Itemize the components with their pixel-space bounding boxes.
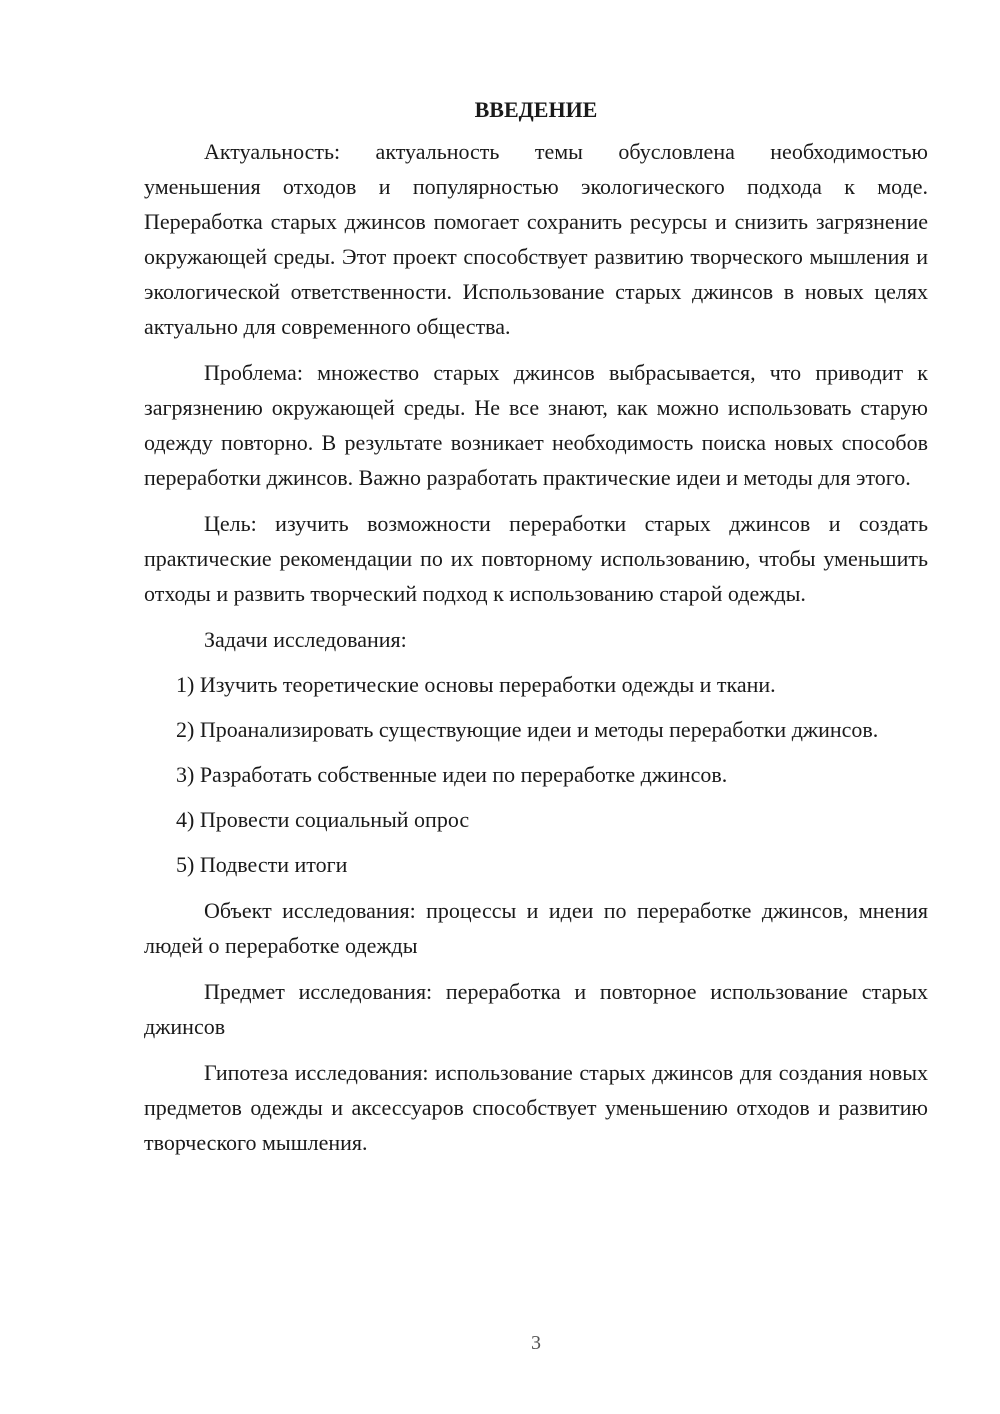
- paragraph-hypothesis: Гипотеза исследования: использование старых джинсов для создания новых предметов одежды и аксессуаров способствует уменьшению отходов и развитию творческого мышления.: [144, 1060, 928, 1155]
- task-item-4: 4) Провести социальный опрос: [176, 807, 470, 832]
- paragraph-relevance: Актуальность: актуальность темы обусловлена необходимостью уменьшения отходов и популярностью экологического подхода к моде. Переработка старых джинсов помогает сохранить ресурсы и снизить загрязнение окружающей среды. Этот проект способствует развитию творческого мышления и экологической ответственности. Использование старых джинсов в новых целях актуально для современного общества.: [144, 139, 928, 339]
- paragraph-subject: Предмет исследования: переработка и повторное использование старых джинсов: [144, 979, 928, 1039]
- paragraph-object: Объект исследования: процессы и идеи по переработке джинсов, мнения людей о переработке одежды: [144, 898, 928, 958]
- task-item-3: 3) Разработать собственные идеи по переработке джинсов.: [176, 762, 728, 787]
- paragraph-goal: Цель: изучить возможности переработки старых джинсов и создать практические рекомендации по их повторному использованию, чтобы уменьшить отходы и развить творческий подход к использованию старой одежды.: [144, 511, 928, 606]
- page-number: 3: [531, 1332, 541, 1354]
- task-item-1: 1) Изучить теоретические основы переработки одежды и ткани.: [176, 672, 776, 697]
- tasks-heading: Задачи исследования:: [204, 627, 407, 652]
- section-title: ВВЕДЕНИЕ: [474, 97, 598, 122]
- task-item-5: 5) Подвести итоги: [176, 852, 348, 877]
- paragraph-problem: Проблема: множество старых джинсов выбрасывается, что приводит к загрязнению окружающей среды. Не все знают, как можно использовать старую одежду повторно. В результате возникает необходимость поиска новых способов переработки джинсов. Важно разработать практические идеи и методы для этого.: [144, 360, 928, 490]
- task-item-2: 2) Проанализировать существующие идеи и методы переработки джинсов.: [176, 717, 879, 742]
